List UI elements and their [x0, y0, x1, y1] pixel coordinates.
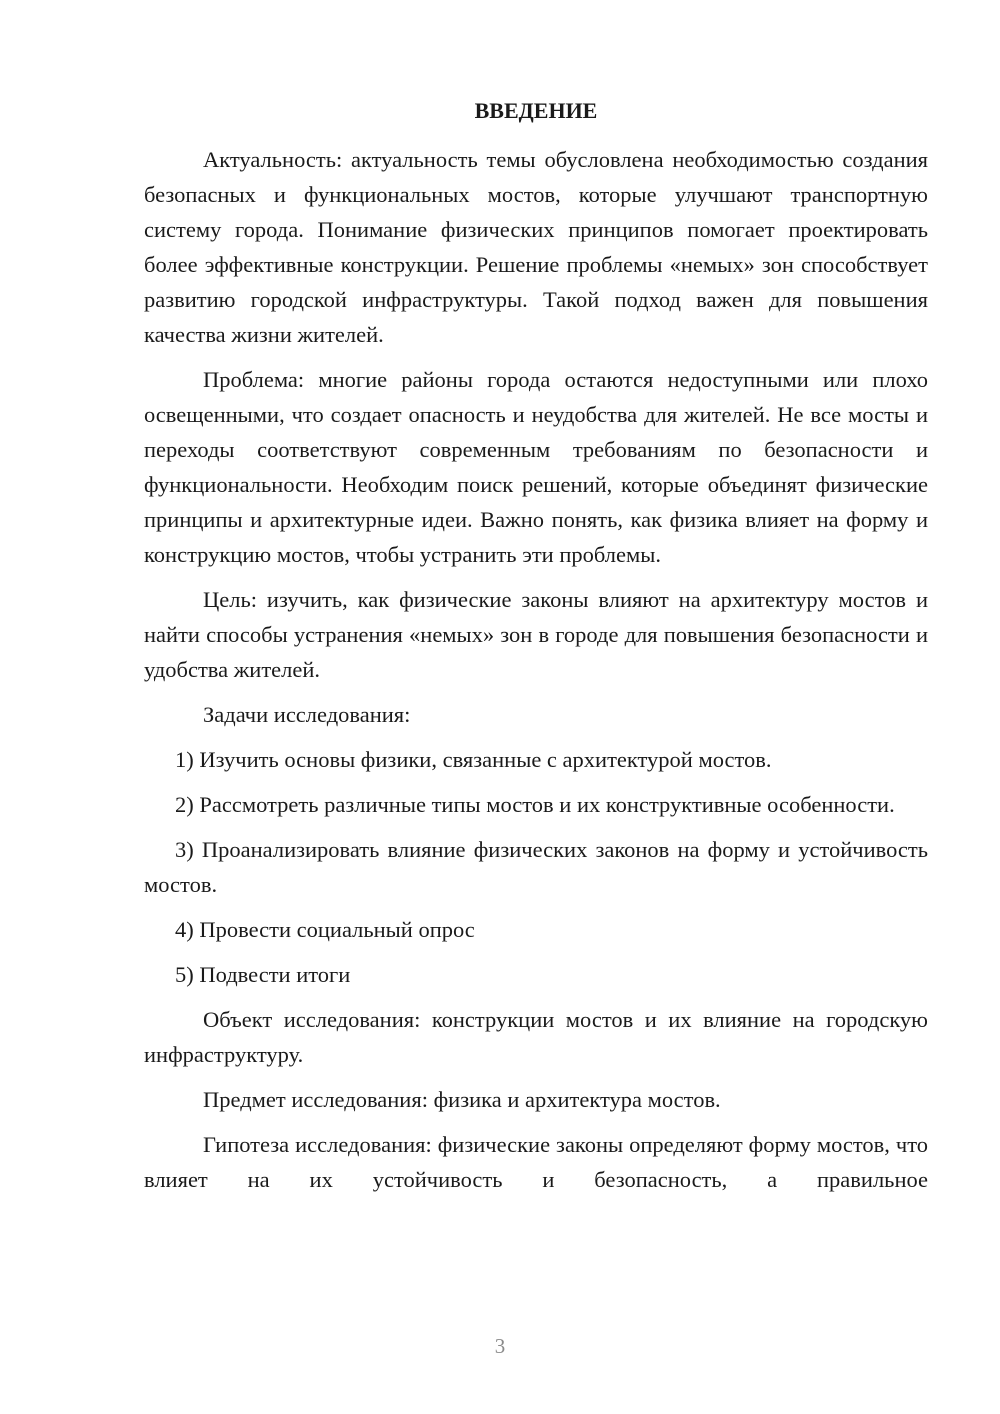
task-item-2: 2) Рассмотреть различные типы мостов и их конструктивные особенности. — [175, 792, 895, 817]
paragraph-goal: Цель: изучить, как физические законы влияют на архитектуру мостов и найти способы устранения «немых» зон в городе для повышения безопасности и удобства жителей. — [144, 587, 928, 682]
section-title: ВВЕДЕНИЕ — [474, 98, 598, 123]
page-content — [144, 94, 928, 1207]
paragraph-hypothesis: Гипотеза исследования: физические законы определяют форму мостов, что влияет на их устойчивость и безопасность, а правильное — [144, 1132, 928, 1192]
paragraph-problem: Проблема: многие районы города остаются недоступными или плохо освещенными, что создает опасность и неудобства для жителей. Не все мосты и переходы соответствуют современным требованиям по безопасности и функциональности. Необходим поиск решений, которые объединят физические принципы и архитектурные идеи. Важно понять, как физика влияет на форму и конструкцию мостов, чтобы устранить эти проблемы. — [144, 367, 928, 567]
task-item-5: 5) Подвести итоги — [175, 962, 351, 987]
task-item-3: 3) Проанализировать влияние физических законов на форму и устойчивость мостов. — [144, 837, 928, 897]
page-number: 3 — [494, 1334, 506, 1358]
paragraph-relevance: Актуальность: актуальность темы обусловлена необходимостью создания безопасных и функциональных мостов, которые улучшают транспортную систему города. Понимание физических принципов помогает проектировать более эффективные конструкции. Решение проблемы «немых» зон способствует развитию городской инфраструктуры. Такой подход важен для повышения качества жизни жителей. — [144, 147, 928, 347]
task-item-4: 4) Провести социальный опрос — [175, 917, 475, 942]
task-item-1: 1) Изучить основы физики, связанные с архитектурой мостов. — [175, 747, 772, 772]
paragraph-object: Объект исследования: конструкции мостов и их влияние на городскую инфраструктуру. — [144, 1007, 928, 1067]
paragraph-subject: Предмет исследования: физика и архитектура мостов. — [203, 1087, 721, 1112]
tasks-heading: Задачи исследования: — [203, 702, 411, 727]
